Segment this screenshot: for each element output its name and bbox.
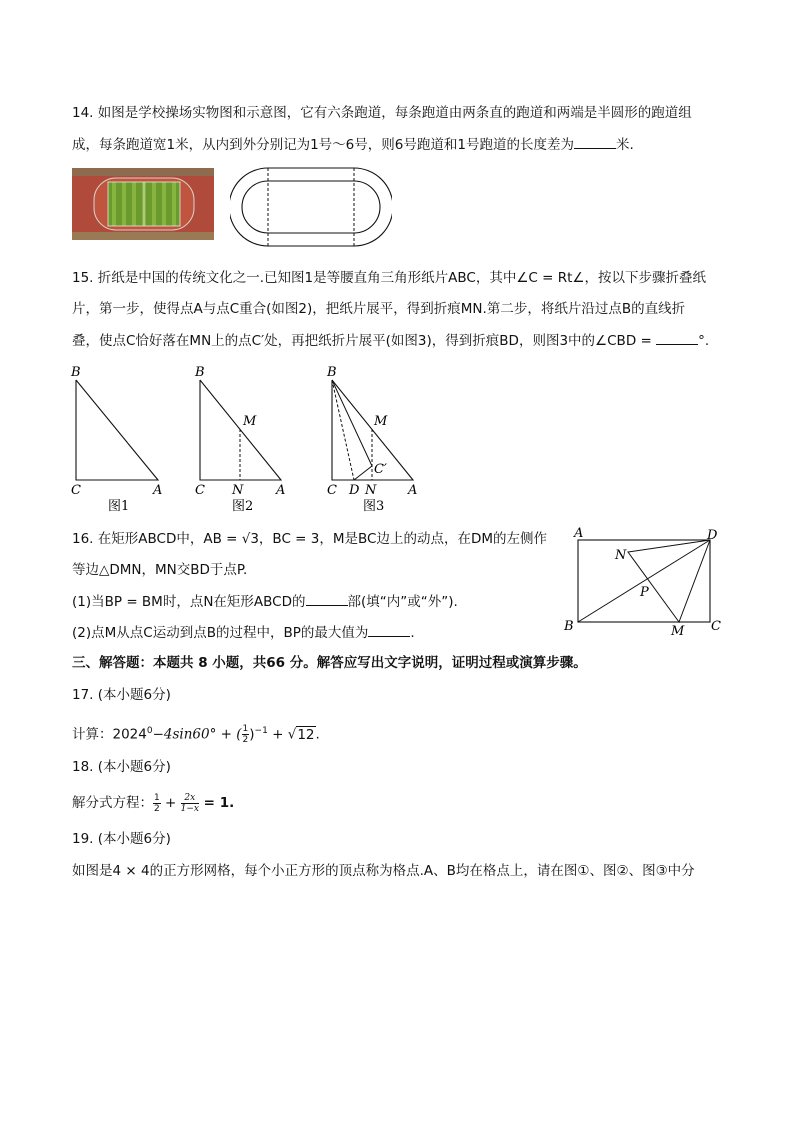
fig3-label-m: M — [374, 414, 388, 429]
q15-answer-blank[interactable] — [656, 330, 698, 345]
q16-label-c: C — [711, 619, 721, 634]
fig2-label-b: B — [195, 365, 205, 380]
q16-figure — [562, 526, 728, 640]
q17-head: 17. (本小题6分) — [72, 687, 171, 703]
fig2-label-n: N — [232, 483, 244, 498]
fig3-label-n: N — [365, 483, 377, 498]
fig3-label-d: D — [349, 483, 360, 498]
q19-head: 19. (本小题6分) — [72, 831, 171, 847]
q15-line1: 15. 折纸是中国的传统文化之一.已知图1是等腰直角三角形纸片ABC，其中∠C = Rt∠，按以下步骤折叠纸 — [72, 270, 707, 286]
q18-equation: 解分式方程： $\frac{1}{2}$ + $\frac{2x}{1-x}$ = 1. — [72, 792, 235, 814]
q15-line2: 片，第一步，使得点A与点C重合(如图2)，把纸片展平，得到折痕MN.第二步，将纸片沿过点B的直线折 — [72, 301, 686, 317]
q16-label-a: A — [574, 526, 584, 541]
track-photo — [72, 168, 214, 240]
q19-line1: 如图是4 × 4的正方形网格，每个小正方形的顶点称为格点.A、B均在格点上，请在图①、图②、图③中分 — [72, 863, 695, 879]
q16-part2-blank[interactable] — [368, 622, 410, 637]
fig3-label-a: A — [408, 483, 418, 498]
q16-label-p: P — [640, 585, 649, 600]
q14-line1: 14. 如图是学校操场实物图和示意图，它有六条跑道，每条跑道由两条直的跑道和两端是半圆形的跑道组 — [72, 105, 692, 121]
q16-line1: 16. 在矩形ABCD中，AB = √3，BC = 3，M是BC边上的动点，在DM的左侧作 — [72, 531, 547, 547]
q17-sqrt: √12 — [287, 726, 315, 743]
q16-label-d: D — [707, 528, 718, 543]
q16-part2: (2)点M从点C运动到点B的过程中，BP的最大值为 . — [72, 622, 415, 643]
q14-answer-blank[interactable] — [574, 134, 616, 149]
fig2-caption: 图2 — [232, 499, 254, 514]
track-diagram — [230, 167, 392, 247]
fig3-label-b: B — [327, 365, 337, 380]
fig1-label-c: C — [71, 483, 81, 498]
q16-part1: (1)当BP = BM时，点N在矩形ABCD的 部(填“内”或“外”). — [72, 591, 458, 612]
q16-label-m: M — [671, 624, 685, 639]
q15-figures — [66, 362, 436, 520]
fig2-label-m: M — [243, 414, 257, 429]
fig3-caption: 图3 — [363, 499, 385, 514]
fig1-caption: 图1 — [108, 499, 130, 514]
fig3-label-cprime: C′ — [374, 462, 387, 477]
section-3-heading: 三、解答题：本题共 8 小题，共66 分。解答应写出文字说明，证明过程或演算步骤。 — [72, 655, 587, 671]
q16-part1-blank[interactable] — [306, 591, 348, 606]
fig2-label-a: A — [276, 483, 286, 498]
fig3-label-c: C — [327, 483, 337, 498]
q18-fraction-2: $\frac{2x}{1-x}$ — [180, 792, 199, 814]
q16-line2: 等边△DMN，MN交BD于点P. — [72, 562, 248, 578]
q16-label-n: N — [615, 548, 627, 563]
q18-head: 18. (本小题6分) — [72, 759, 171, 775]
q18-fraction-1: $\frac{1}{2}$ — [154, 792, 160, 814]
fig2-label-c: C — [195, 483, 205, 498]
q15-line3: 叠，使点C恰好落在MN上的点C′处，再把纸折片展平(如图3)，得到折痕BD，则图3中的∠CBD = °. — [72, 330, 709, 351]
q17-expression: 计算：$2024^0-4\sin 60^\circ$ + ( $\frac{1}{2}$ )$^{-1}$ + √12. — [72, 724, 320, 745]
fig1-label-a: A — [153, 483, 163, 498]
q17-fraction: $\frac{1}{2}$ — [242, 724, 249, 745]
q16-label-b: B — [564, 619, 574, 634]
q14-line2: 成，每条跑道宽1米，从内到外分别记为1号～6号，则6号跑道和1号跑道的长度差为 米. — [72, 134, 634, 155]
fig1-label-b: B — [71, 365, 81, 380]
